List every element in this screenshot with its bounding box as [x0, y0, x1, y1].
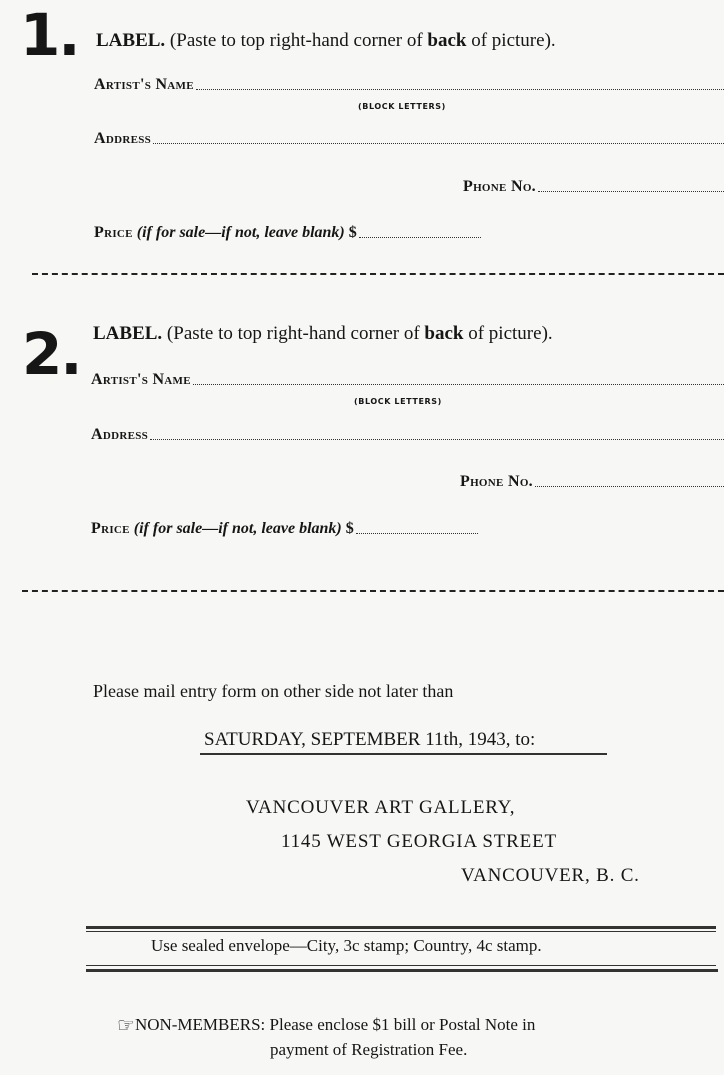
- label-1-instruction: (Paste to top right-hand corner of: [169, 30, 423, 51]
- label-1-artist-name-label: Artist's Name: [94, 76, 194, 93]
- label-2-address-field[interactable]: [91, 426, 724, 444]
- label-1-phone-field[interactable]: [463, 178, 724, 196]
- label-1-price-line[interactable]: [359, 237, 481, 238]
- label-2-instruction: (Paste to top right-hand corner of: [166, 323, 420, 344]
- label-1-price-note: (if for sale—if not, leave blank): [136, 224, 345, 241]
- mailing-deadline: SATURDAY, SEPTEMBER 11th, 1943, to:: [204, 729, 536, 750]
- label-2-back-word: back: [424, 323, 464, 344]
- deadline-underline: [200, 753, 607, 755]
- gallery-name: VANCOUVER ART GALLERY,: [246, 797, 516, 818]
- label-1-address-field[interactable]: [94, 130, 724, 148]
- label-2-price-field[interactable]: [91, 520, 478, 538]
- label-1-address-line[interactable]: [153, 143, 724, 144]
- label-2-cut-line: [22, 590, 724, 592]
- registration-fee-line: payment of Registration Fee.: [270, 1040, 468, 1059]
- mailing-instruction: Please mail entry form on other side not later than: [93, 681, 454, 701]
- label-2-number: 2.: [22, 320, 81, 388]
- label-1-artist-name-line[interactable]: [196, 89, 724, 90]
- label-2-phone-label: Phone No.: [460, 473, 533, 490]
- label-1-phone-label: Phone No.: [463, 178, 536, 195]
- label-2-phone-line[interactable]: [535, 486, 724, 487]
- label-2-artist-name-line[interactable]: [193, 384, 724, 385]
- envelope-rule-bottom-inner: [86, 965, 716, 966]
- label-2-artist-name-field[interactable]: [91, 371, 724, 389]
- gallery-street: 1145 WEST GEORGIA STREET: [281, 831, 557, 852]
- label-2-price-label: Price: [91, 520, 130, 537]
- label-2-price-note: (if for sale—if not, leave blank): [133, 520, 342, 537]
- label-2-heading: [93, 323, 553, 345]
- label-2-price-line[interactable]: [356, 533, 478, 534]
- label-2-phone-field[interactable]: [460, 473, 724, 491]
- label-2-price-currency: $: [345, 520, 354, 537]
- label-1-instruction-end: of picture).: [471, 30, 556, 51]
- label-2-address-label: Address: [91, 426, 149, 443]
- non-members-line: [117, 1013, 535, 1037]
- label-1-address-label: Address: [94, 130, 152, 147]
- envelope-rule-top: [86, 926, 716, 929]
- label-1-price-label: Price: [94, 224, 133, 241]
- label-1-artist-name-field[interactable]: [94, 76, 724, 94]
- label-1-price-field[interactable]: [94, 224, 481, 242]
- label-1-heading: [96, 30, 556, 52]
- non-members-text: NON-MEMBERS: Please enclose $1 bill or Postal Note in: [134, 1015, 536, 1034]
- envelope-rule-top-inner: [86, 931, 716, 932]
- gallery-city: VANCOUVER, B. C.: [461, 865, 640, 886]
- label-1-phone-line[interactable]: [538, 191, 724, 192]
- label-1-block-letters-note: (BLOCK LETTERS): [358, 102, 446, 111]
- label-2-artist-name-label: Artist's Name: [91, 371, 191, 388]
- label-1-back-word: back: [427, 30, 467, 51]
- pointing-hand-icon: ☞: [117, 1013, 135, 1037]
- label-1-price-currency: $: [348, 224, 357, 241]
- label-2-address-line[interactable]: [150, 439, 724, 440]
- label-1-title: LABEL.: [96, 30, 166, 51]
- label-2-instruction-end: of picture).: [468, 323, 553, 344]
- label-1-cut-line: [32, 273, 724, 275]
- envelope-note: Use sealed envelope—City, 3c stamp; Country, 4c stamp.: [151, 936, 542, 955]
- label-2-block-letters-note: (BLOCK LETTERS): [354, 397, 442, 406]
- label-1-number: 1.: [20, 1, 79, 69]
- label-2-title: LABEL.: [93, 323, 163, 344]
- envelope-rule-bottom: [86, 969, 718, 972]
